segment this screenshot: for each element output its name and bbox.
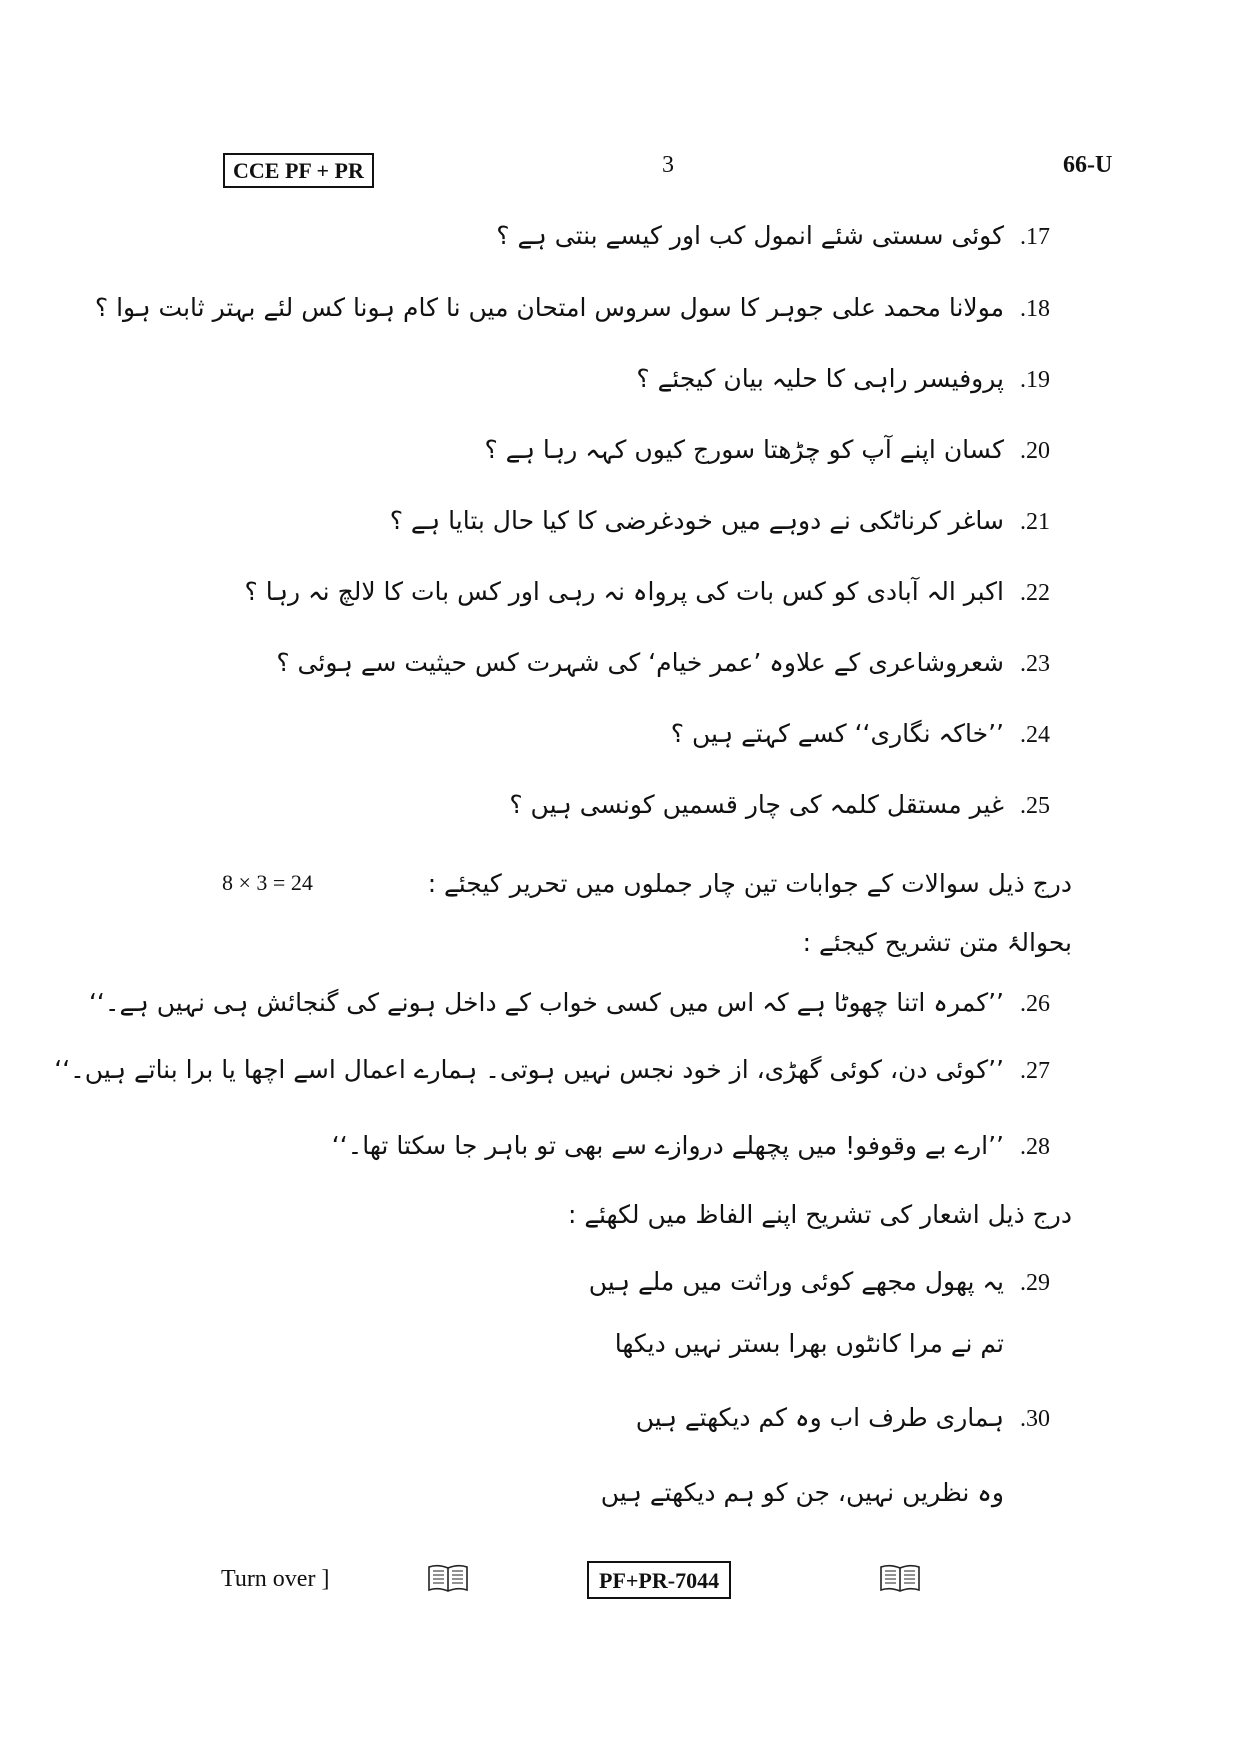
question-23: [276, 645, 1072, 682]
question-text: کوئی سستی شئے انمول کب اور کیسے بنتی ہے ؟: [496, 221, 1004, 250]
couplet-line-1: یہ پھول مجھے کوئی وراثت میں ملے ہیں: [588, 1267, 1004, 1296]
question-number: .17: [1020, 224, 1050, 250]
question-number: .29: [1020, 1270, 1050, 1296]
question-number: .18: [1020, 296, 1050, 322]
question-21: [390, 503, 1072, 540]
question-30: [636, 1400, 1072, 1437]
question-20: [484, 432, 1072, 469]
question-25: [509, 787, 1072, 824]
question-text: مولانا محمد علی جوہر کا سول سروس امتحان میں نا کام ہونا کس لئے بہتر ثابت ہوا ؟: [94, 293, 1004, 322]
open-book-icon: [426, 1562, 470, 1594]
question-number: .25: [1020, 793, 1050, 819]
question-number: .27: [1020, 1058, 1050, 1084]
question-number: .20: [1020, 438, 1050, 464]
question-number: .21: [1020, 509, 1050, 535]
question-29: [589, 1264, 1072, 1301]
page-number: 3: [662, 152, 674, 178]
question-text: ’’خاکہ نگاری‘‘ کسے کہتے ہیں ؟: [670, 719, 1004, 748]
question-number: .19: [1020, 367, 1050, 393]
couplet-line-1: ہماری طرف اب وہ کم دیکھتے ہیں: [635, 1403, 1004, 1432]
question-text: کسان اپنے آپ کو چڑھتا سورج کیوں کہہ رہا ہے ؟: [484, 435, 1004, 464]
question-number: .26: [1020, 991, 1050, 1017]
question-17: [496, 218, 1072, 255]
question-24: [671, 716, 1072, 753]
footer-code-box: PF+PR-7044: [587, 1561, 731, 1599]
couplet-29-line-2: تم نے مرا کانٹوں بھرا بستر نہیں دیکھا: [614, 1329, 1004, 1358]
open-book-icon: [878, 1562, 922, 1594]
question-text: ساغر کرناٹکی نے دوہے میں خودغرضی کا کیا حال بتایا ہے ؟: [389, 506, 1004, 535]
question-text: غیر مستقل کلمہ کی چار قسمیں کونسی ہیں ؟: [509, 790, 1004, 819]
question-number: .22: [1020, 580, 1050, 606]
question-text: شعروشاعری کے علاوہ ’عمر خیام‘ کی شہرت کس حیثیت سے ہوئی ؟: [276, 648, 1004, 677]
question-text: ’’ارے بے وقوفو! میں پچھلے دروازے سے بھی تو باہر جا سکتا تھا۔‘‘: [331, 1131, 1004, 1160]
poetry-instruction: درج ذیل اشعار کی تشریح اپنے الفاظ میں لکھئے :: [568, 1200, 1072, 1229]
section-instruction: درج ذیل سوالات کے جوابات تین چار جملوں میں تحریر کیجئے :: [427, 869, 1072, 898]
question-text: ’’کمرہ اتنا چھوٹا ہے کہ اس میں کسی خواب کے داخل ہونے کی گنجائش ہی نہیں ہے۔‘‘: [88, 988, 1004, 1017]
question-number: .30: [1020, 1406, 1050, 1432]
question-28: [332, 1128, 1072, 1165]
question-text: پروفیسر راہی کا حلیہ بیان کیجئے ؟: [636, 364, 1004, 393]
paper-code: 66-U: [1063, 152, 1113, 178]
turn-over-text: Turn over ]: [221, 1566, 330, 1592]
couplet-30-line-2: وہ نظریں نہیں، جن کو ہم دیکھتے ہیں: [600, 1478, 1004, 1507]
reference-instruction: بحوالۂ متن تشریح کیجئے :: [802, 928, 1072, 957]
question-27: [54, 1052, 1072, 1089]
question-text: اکبر الہ آبادی کو کس بات کی پرواہ نہ رہی اور کس بات کا لالچ نہ رہا ؟: [244, 577, 1004, 606]
question-number: .23: [1020, 651, 1050, 677]
question-22: [245, 574, 1072, 611]
question-number: .28: [1020, 1134, 1050, 1160]
question-26: [89, 985, 1072, 1022]
question-18: [95, 290, 1072, 327]
question-19: [636, 361, 1072, 398]
question-number: .24: [1020, 722, 1050, 748]
exam-code-box: CCE PF + PR: [223, 153, 374, 188]
question-text: ’’کوئی دن، کوئی گھڑی، از خود نجس نہیں ہوتی۔ ہمارے اعمال اسے اچھا یا برا بناتے ہیں۔‘‘: [54, 1055, 1004, 1084]
section-marks: 8 × 3 = 24: [222, 870, 313, 895]
